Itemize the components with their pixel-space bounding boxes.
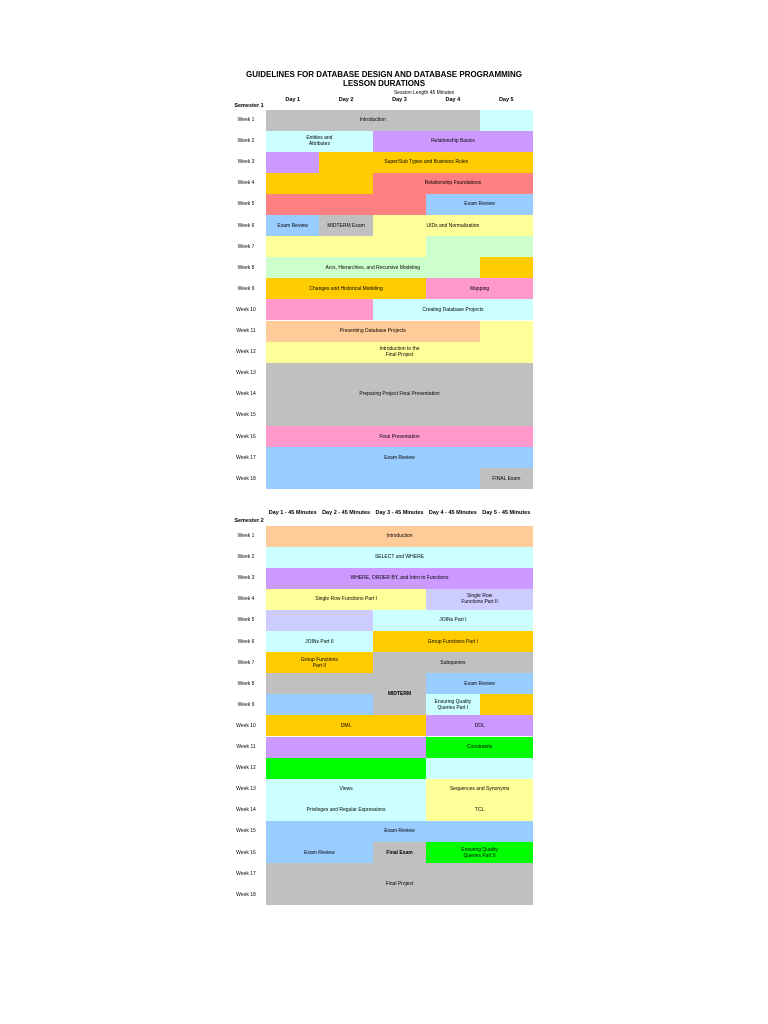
s1-week-label: Week 3 [237, 159, 255, 166]
s2-lesson-joins-part-ii [266, 631, 373, 652]
s1-lesson-final-presentation [266, 426, 533, 447]
lesson-label: TCL [474, 807, 485, 814]
s1-lesson-relationship-basics [373, 131, 533, 152]
lesson-label: Relationship Foundations [424, 180, 482, 187]
s2-lesson-exam-review [266, 821, 533, 842]
lesson-label: MIDTERM [387, 691, 412, 698]
s1-week-label: Week 10 [236, 306, 256, 313]
s2-lesson-views [266, 779, 426, 800]
s2-lesson-ensuring-quality-queries-part-ii [426, 842, 533, 863]
lesson-label: Final Exam [386, 849, 413, 856]
lesson-label: Super/Sub Types and Business Rules [384, 159, 469, 166]
s1-week-label: Week 11 [236, 328, 256, 335]
s2-lesson-where-order-by-and-intro-to-functions [266, 568, 533, 589]
lesson-label: Group Functions Part I [427, 638, 479, 645]
s2-week-label: Week 1 [237, 533, 255, 540]
lesson-label: Ensuring Quality Queries Part I [434, 698, 472, 711]
lesson-label: Subqueries [440, 659, 466, 666]
lesson-label: Ensuring Quality Queries Part II [461, 846, 498, 859]
s1-week-label: Week 2 [237, 138, 255, 145]
s2-day-3-header: Day 3 - 45 Minutes [375, 510, 424, 516]
lesson-label: Relationship Basics [431, 138, 475, 145]
lesson-label: Exam Review [384, 454, 415, 461]
lesson-label: Mapping [469, 285, 490, 292]
lesson-label: SELECT and WHERE [374, 554, 425, 561]
s1-lesson-block [266, 299, 373, 320]
s1-week-label: Week 1 [237, 117, 255, 124]
s2-week-label: Week 18 [236, 891, 256, 898]
lesson-label: Exam Review [464, 680, 495, 687]
s2-lesson-tcl [426, 800, 533, 821]
s2-week-label: Week 11 [236, 744, 256, 751]
lesson-label: Exam Review [384, 828, 415, 835]
s1-day-1-header: Day 1 [285, 97, 301, 103]
s2-lesson-privileges-and-regular-expressions [266, 800, 426, 821]
s1-lesson-mapping [426, 278, 533, 299]
s1-lesson-exam-review [426, 194, 533, 215]
s2-day-2-header: Day 2 - 45 Minutes [322, 510, 371, 516]
lesson-label: Exam Review [464, 201, 495, 208]
lesson-label: Arcs, Hierarchies, and Recursive Modeling [325, 264, 421, 271]
s1-week-label: Week 15 [236, 412, 256, 419]
lesson-label: Creating Database Projects [422, 306, 484, 313]
s1-lesson-creating-database-projects [373, 299, 533, 320]
s2-week-label: Week 15 [236, 828, 256, 835]
s2-lesson-joins-part-i [373, 610, 533, 631]
lesson-label: JOINs Part II [305, 638, 334, 645]
s1-week-label: Week 7 [237, 243, 255, 250]
s1-lesson-block [266, 468, 480, 489]
s2-week-label: Week 5 [237, 617, 255, 624]
s2-week-label: Week 4 [237, 596, 255, 603]
lesson-label: Presenting Database Projects [339, 328, 406, 335]
lesson-label: DDL [474, 722, 485, 729]
lesson-label: Introduction [386, 533, 413, 540]
s1-week-label: Week 17 [236, 454, 256, 461]
s2-week-label: Week 13 [236, 786, 256, 793]
s1-lesson-preparing-project-final-presentation [266, 363, 533, 426]
lesson-label: Privileges and Regular Expressions [306, 807, 386, 814]
s1-week-label: Week 4 [237, 180, 255, 187]
s2-lesson-introduction [266, 526, 533, 547]
s1-day-4-header: Day 4 [445, 97, 461, 103]
s1-lesson-midterm-exam [319, 215, 372, 236]
s1-week-label: Week 14 [236, 391, 256, 398]
lesson-label: Single Row Functions Part II [461, 593, 498, 606]
lesson-label: Single Row Functions Part I [315, 596, 377, 603]
s1-lesson-block [480, 321, 533, 342]
s1-lesson-changes-and-historical-modeling [266, 278, 426, 299]
s2-lesson-block [266, 610, 373, 631]
s2-lesson-single-row-functions-part-i [266, 589, 426, 610]
s1-lesson-block [266, 152, 319, 173]
s2-week-label: Week 14 [236, 807, 256, 814]
s2-lesson-exam-review [266, 842, 373, 863]
s1-lesson-block [266, 236, 426, 257]
lesson-label: Preparing Project Final Presentation [359, 391, 440, 398]
s2-week-label: Week 9 [237, 701, 255, 708]
s1-lesson-block [266, 173, 373, 194]
s1-day-2-header: Day 2 [338, 97, 354, 103]
s2-lesson-group-functions-part-ii [266, 652, 373, 673]
s1-week-label: Week 13 [236, 370, 256, 377]
lesson-label: Entities and Attributes [306, 135, 333, 148]
s2-week-label: Week 16 [236, 849, 256, 856]
s2-week-label: Week 2 [237, 554, 255, 561]
s1-week-label: Week 9 [237, 285, 255, 292]
s1-day-3-header: Day 3 [392, 97, 407, 103]
s1-week-label: Week 5 [237, 201, 255, 208]
s2-lesson-select-and-where [266, 547, 533, 568]
lesson-label: Group Functions Part II [300, 656, 338, 669]
s2-lesson-ensuring-quality-queries-part-i [426, 694, 479, 715]
s2-day-4-header: Day 4 - 45 Minutes [428, 510, 477, 516]
s2-lesson-final-exam [373, 842, 426, 863]
s2-lesson-dml [266, 715, 426, 736]
s2-lesson-final-project [266, 863, 533, 905]
s1-lesson-relationship-foundations [373, 173, 533, 194]
s2-week-label: Week 10 [236, 722, 256, 729]
lesson-label: FINAL Exam [492, 475, 521, 482]
s2-week-label: Week 6 [237, 638, 255, 645]
page-subtitle: LESSON DURATIONS [342, 79, 426, 88]
s2-lesson-ddl [426, 715, 533, 736]
lesson-label: Sequences and Synonyms [449, 786, 510, 793]
s2-lesson-block [266, 737, 426, 758]
s1-lesson-final-exam [480, 468, 533, 489]
lesson-label: Introduction [359, 117, 386, 124]
s2-lesson-sequences-and-synonyms [426, 779, 533, 800]
s1-week-label: Week 18 [236, 475, 256, 482]
s1-lesson-introduction-to-the-final-project [266, 342, 533, 363]
s1-day-5-header: Day 5 [498, 97, 514, 103]
s2-lesson-block [266, 673, 373, 694]
s2-week-label: Week 8 [237, 680, 255, 687]
s2-week-label: Week 17 [236, 870, 256, 877]
lesson-label: UIDs and Normalization [426, 222, 480, 229]
s1-lesson-super-sub-types-and-business-rules [319, 152, 533, 173]
page-title: GUIDELINES FOR DATABASE DESIGN AND DATABASE PROGRAMMING [245, 70, 522, 79]
s1-week-label: Week 16 [236, 433, 256, 440]
s1-week-label: Week 8 [237, 264, 255, 271]
lesson-label: Final Project [385, 881, 414, 888]
lesson-label: JOINs Part I [439, 617, 467, 624]
s1-lesson-block [266, 194, 426, 215]
s1-lesson-exam-review [266, 447, 533, 468]
lesson-label: WHERE, ORDER BY, and Intro to Functions [350, 575, 449, 582]
s2-week-label: Week 12 [236, 765, 256, 772]
s1-lesson-entities-and-attributes [266, 131, 373, 152]
s1-lesson-arcs-hierarchies-and-recursive-modeling [266, 257, 480, 278]
s2-day-1-header: Day 1 - 45 Minutes [268, 510, 317, 516]
s1-week-label: Week 6 [237, 222, 255, 229]
s1-lesson-block [426, 236, 533, 257]
s1-lesson-block [480, 110, 533, 131]
lesson-label: Exam Review [304, 849, 335, 856]
s2-week-label: Week 3 [237, 575, 255, 582]
s2-lesson-single-row-functions-part-ii [426, 589, 533, 610]
s1-lesson-exam-review [266, 215, 319, 236]
lesson-label: Changes and Historical Modeling [309, 285, 383, 292]
s1-week-label: Week 12 [236, 349, 256, 356]
s1-lesson-uids-and-normalization [373, 215, 533, 236]
semester-1-label: Semester 1 [234, 103, 264, 109]
s2-lesson-block [266, 758, 426, 779]
session-length: Session Length 45 Minutes [393, 90, 455, 96]
s1-lesson-block [480, 257, 533, 278]
s1-lesson-introduction [266, 110, 480, 131]
s2-lesson-midterm [373, 673, 426, 715]
lesson-label: Final Presentation [379, 433, 420, 440]
s2-lesson-subqueries [373, 652, 533, 673]
s2-week-label: Week 7 [237, 659, 255, 666]
s2-lesson-block [266, 694, 373, 715]
s2-day-5-header: Day 5 - 45 Minutes [482, 510, 531, 516]
s2-lesson-group-functions-part-i [373, 631, 533, 652]
lesson-label: Constraints [466, 744, 493, 751]
lesson-label: Views [339, 786, 353, 793]
s2-lesson-exam-review [426, 673, 533, 694]
s2-lesson-block [480, 694, 533, 715]
semester-2-label: Semester 2 [234, 518, 264, 524]
lesson-label: Exam Review [277, 222, 308, 229]
lesson-label: MIDTERM Exam [327, 222, 365, 229]
s2-lesson-constraints [426, 737, 533, 758]
s2-lesson-block [426, 758, 533, 779]
s1-lesson-presenting-database-projects [266, 321, 480, 342]
lesson-label: Introduction to the Final Project [379, 346, 420, 359]
lesson-label: DML [340, 722, 352, 729]
